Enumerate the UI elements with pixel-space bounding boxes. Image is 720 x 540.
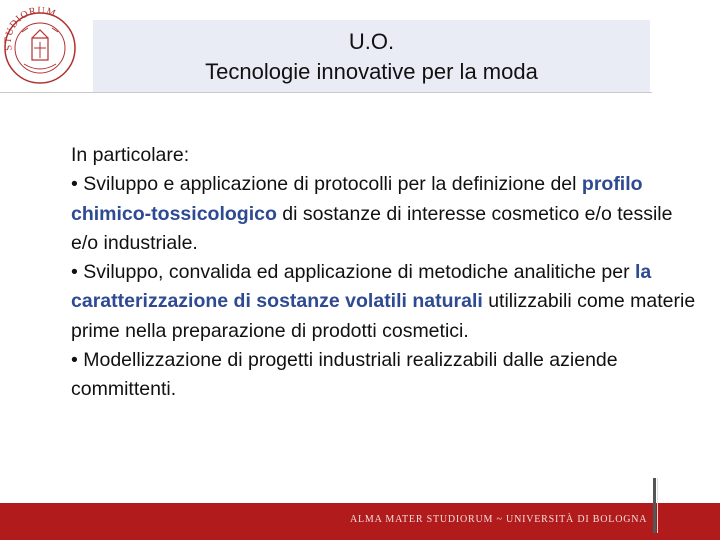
bullet-2-text: • Sviluppo, convalida ed applicazione di metodiche analitiche per [71, 261, 636, 284]
bullet-1-text-end: di sostanze di interesse cosmetico e/o tessile e/o industriale. [71, 202, 673, 254]
footer-divider [653, 478, 656, 533]
bullet-3-text: • Modellizzazione di progetti industriali realizzabili dalle aziende committenti. [71, 349, 618, 401]
bullet-2-highlight: la caratterizzazione di sostanze volatili naturali [71, 261, 652, 313]
bullet-1-highlight: profilo chimico-tossicologico [71, 173, 643, 225]
bullet-item-3 [71, 346, 701, 405]
svg-text:STUDIORUM [3, 5, 58, 51]
slide-body [71, 141, 701, 405]
title-divider [0, 92, 652, 93]
bullet-2-text-end: utilizzabili come materie prime nella preparazione di prodotti cosmetici. [71, 290, 696, 342]
slide-title-line1: U.O. [348, 28, 395, 54]
bullet-item-1 [71, 170, 701, 258]
university-seal-logo [2, 2, 78, 92]
bullet-1-text: • Sviluppo e applicazione di protocolli per la definizione del [71, 173, 582, 196]
slide-title-box [93, 20, 650, 93]
intro-text: In particolare: [71, 144, 190, 166]
footer-divider-highlight [657, 478, 658, 533]
slide-title-line2: Tecnologie innovative per la moda [205, 58, 538, 84]
seal-text: STUDIORUM [2, 5, 58, 52]
bullet-item-2 [71, 258, 701, 346]
footer-university-name: ALMA MATER STUDIORUM ~ UNIVERSITÀ DI BOLOGNA [350, 514, 648, 525]
